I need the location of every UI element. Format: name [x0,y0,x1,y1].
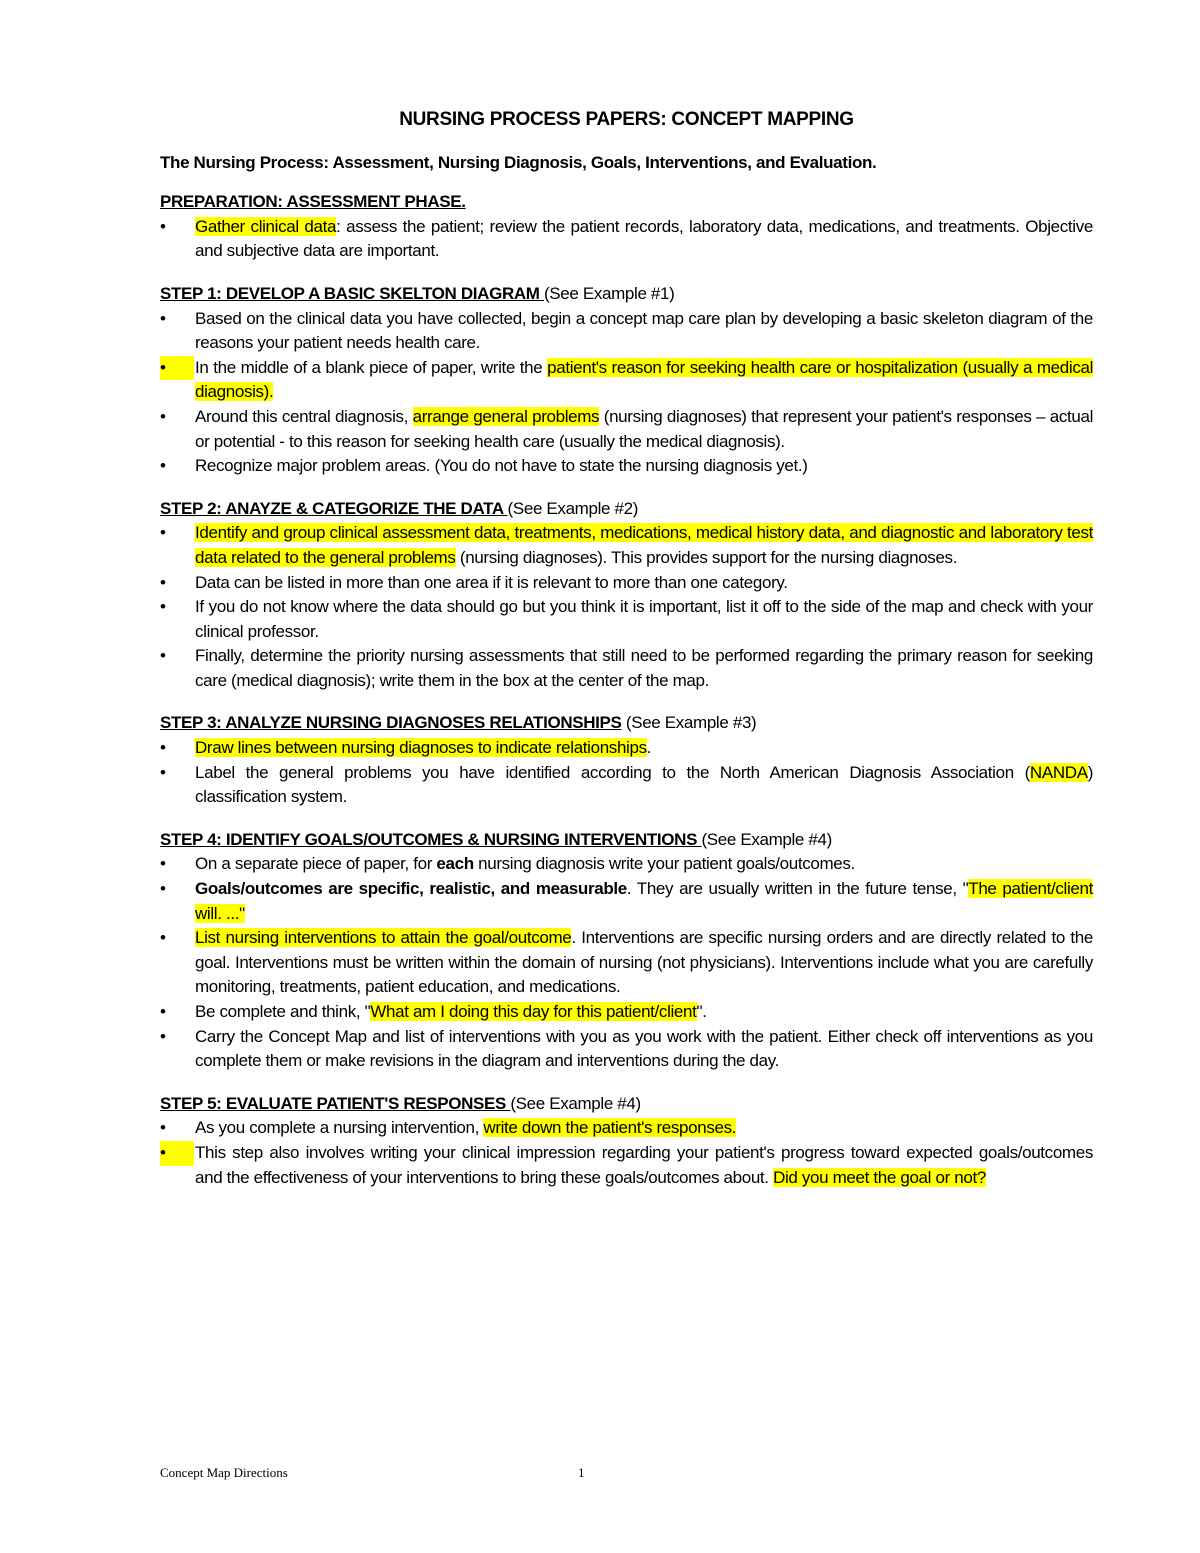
bullet-icon: • [160,597,166,617]
list-item: • In the middle of a blank piece of paper, write the patient's reason for seeking health care or hospitalization (usually a medical diagnosis). [160,357,1093,402]
list-item: • List nursing interventions to attain the goal/outcome. Interventions are specific nursing orders and are directly related to the goal. Interventions must be written within the domain of nursing (not physicians). Interventions include what you are carefully monitoring, treatments, patient education, and medications. [160,928,1093,997]
section-heading: STEP 1: DEVELOP A BASIC SKELTON DIAGRAM (See Example #1) [160,283,675,303]
list-item: • As you complete a nursing intervention, write down the patient's responses. [160,1116,1093,1141]
section-heading: STEP 5: EVALUATE PATIENT'S RESPONSES (See Example #4) [160,1093,641,1113]
list-item: • Goals/outcomes are specific, realistic, and measurable. They are usually written in the future tense, "The patient/client will. ..." [160,879,1093,923]
list-item: • Be complete and think, "What am I doing this day for this patient/client". [160,1000,1093,1025]
bullet-icon: • [160,646,166,666]
bullet-icon: • [160,738,166,758]
footer-title: Concept Map Directions [160,1465,288,1480]
bullet-list [160,852,1093,1073]
list-item: • Recognize major problem areas. (You do not have to state the nursing diagnosis yet.) [160,454,1093,479]
section-heading: STEP 4: IDENTIFY GOALS/OUTCOMES & NURSING INTERVENTIONS (See Example #4) [160,829,832,849]
bullet-icon: • [160,928,166,948]
bullet-icon: • [160,308,166,328]
bullet-icon: • [160,1118,166,1138]
section-step-3 [160,711,1093,809]
list-item: • Finally, determine the priority nursing assessments that still need to be performed regarding the primary reason for seeking care (medical diagnosis); write them in the box at the center of the map. [160,646,1093,690]
bullet-icon: • [160,572,166,592]
document-title: NURSING PROCESS PAPERS: CONCEPT MAPPING [399,109,854,130]
bullet-icon: • [160,879,166,899]
bullet-list [160,215,1093,264]
list-item: • Around this central diagnosis, arrange general problems (nursing diagnoses) that represent your patient's responses – actual or potential - to this reason for seeking health care (usually the medical diagnosis). [160,406,1094,451]
bullet-icon: • [160,523,166,543]
section-heading: STEP 2: ANAYZE & CATEGORIZE THE DATA (See Example #2) [160,498,639,518]
bullet-list [160,736,1093,810]
section-step-5 [160,1092,1093,1190]
list-item: • On a separate piece of paper, for each nursing diagnosis write your patient goals/outcomes. [160,852,1093,877]
document-page [160,108,1093,1208]
bullet-icon: • [160,854,166,874]
bullet-icon: • [160,456,166,476]
page-number: 1 [578,1465,585,1480]
bullet-icon: • [160,1141,194,1166]
section-step-4 [160,828,1093,1074]
section-step-1 [160,282,1093,479]
list-item: • Gather clinical data: assess the patient; review the patient records, laboratory data, medications, and treatments. Objective and subjective data are important. [160,216,1093,261]
list-item: • Based on the clinical data you have collected, begin a concept map care plan by developing a basic skeleton diagram of the reasons your patient needs health care. [160,308,1093,353]
bullet-icon: • [160,406,166,426]
bullet-icon: • [160,216,166,236]
section-step-2 [160,497,1093,694]
list-item: • Carry the Concept Map and list of interventions with you as you work with the patient. Either check off interventions as you complete them or make revisions in the diagram and interventions during the day. [160,1026,1093,1071]
bullet-icon: • [160,356,194,381]
list-item: • Identify and group clinical assessment data, treatments, medications, medical history data, and diagnostic and laboratory test data related to the general problems (nursing diagnoses). This provides support for the nursing diagnoses. [160,523,1093,567]
list-item: • Data can be listed in more than one area if it is relevant to more than one category. [160,571,1093,596]
list-item: • This step also involves writing your clinical impression regarding your patient's progress toward expected goals/outcomes and the effectiveness of your interventions to bring these goals/outcomes about. Did you meet the goal or not? [160,1142,1093,1187]
list-item: • Label the general problems you have identified according to the North American Diagnosis Association (NANDA) classification system. [160,762,1093,807]
bullet-icon: • [160,762,166,782]
document-subtitle: The Nursing Process: Assessment, Nursing Diagnosis, Goals, Interventions, and Evaluation. [160,152,877,172]
bullet-icon: • [160,1026,166,1046]
section-preparation [160,190,1093,264]
list-item: • Draw lines between nursing diagnoses to indicate relationships. [160,736,1093,761]
section-heading: PREPARATION: ASSESSMENT PHASE. [160,192,466,212]
bullet-icon: • [160,1002,166,1021]
bullet-list [160,521,1093,693]
list-item: • If you do not know where the data should go but you think it is important, list it off to the side of the map and check with your clinical professor. [160,597,1093,641]
bullet-list [160,1116,1093,1190]
section-heading: STEP 3: ANALYZE NURSING DIAGNOSES RELATIONSHIPS (See Example #3) [160,713,757,733]
bullet-list [160,307,1093,479]
